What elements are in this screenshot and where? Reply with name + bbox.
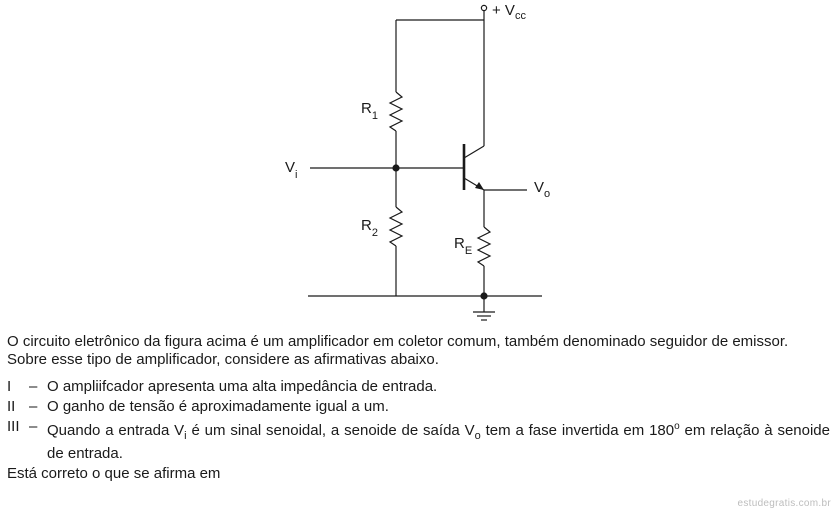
question-prompt: Está correto o que se afirma em <box>7 465 221 482</box>
ground-junction-dot <box>480 292 487 299</box>
r1-resistor <box>390 92 402 131</box>
vcc-terminal <box>481 5 486 10</box>
statement-item-ii <box>7 398 830 416</box>
re-label: $R_E$ <box>454 235 473 257</box>
emitter-arrow-icon <box>475 182 484 190</box>
base-junction-dot <box>392 164 399 171</box>
intro-line-2: Sobre esse tipo de amplificador, considere as afirmativas abaixo. <box>7 351 439 368</box>
statement-item-i <box>7 378 830 396</box>
transistor-collector <box>464 146 484 158</box>
r2-resistor <box>390 207 402 246</box>
r1-label: $R_1$ <box>361 100 378 122</box>
statement-text: Quando a entrada $V_i$ é um sinal senoidal, a senoide de saída $V_o$ tem a fase invertida em 180$^o$ em relação à senoide de entrada. <box>47 421 830 462</box>
statement-dash: – <box>29 378 38 395</box>
intro-paragraph <box>7 333 830 369</box>
statement-item-iii <box>7 418 830 463</box>
intro-line-1: O circuito eletrônico da figura acima é um amplificador em coletor comum, também denominado seguidor de emissor. <box>7 333 789 350</box>
statement-text: O ganho de tensão é aproximadamente igual a um. <box>47 398 389 415</box>
statement-number: III <box>7 418 20 435</box>
vi-label: $V_i$ <box>285 159 298 181</box>
re-resistor <box>478 227 490 266</box>
r2-label: $R_2$ <box>361 217 378 239</box>
statement-number: I <box>7 378 12 395</box>
statement-list <box>7 378 830 465</box>
statement-text: O ampliifcador apresenta uma alta impedância de entrada. <box>47 378 438 395</box>
vcc-label: + $V_{cc}$ <box>492 2 526 22</box>
statement-dash: – <box>29 418 38 435</box>
vo-label: $V_o$ <box>534 179 551 200</box>
statement-number: II <box>7 398 16 415</box>
watermark: estudegratis.com.br <box>737 498 831 509</box>
statement-dash: – <box>29 398 38 415</box>
